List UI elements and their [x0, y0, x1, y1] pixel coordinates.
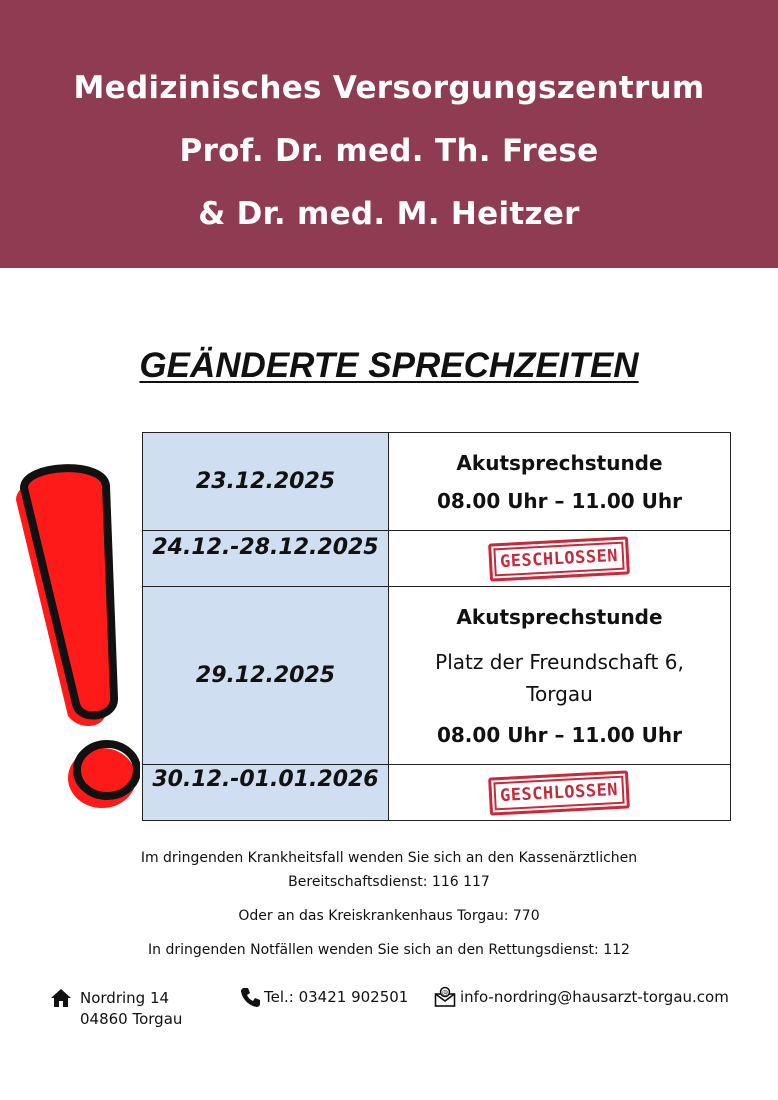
phone-number: Tel.: 03421 902501	[264, 988, 409, 1006]
table-row	[143, 587, 731, 765]
closed-stamp: GESCHLOSSEN	[489, 536, 631, 581]
date-cell: 24.12.-28.12.2025	[143, 531, 389, 587]
consultation-address-1: Platz der Freundschaft 6,	[435, 649, 684, 674]
phone-icon	[240, 986, 262, 1008]
date-cell: 23.12.2025	[143, 433, 389, 531]
header-line-1: Medizinisches Versorgungszentrum	[73, 70, 705, 106]
header-banner	[0, 0, 778, 268]
header-line-3: & Dr. med. M. Heitzer	[198, 196, 580, 232]
info-cell	[389, 765, 731, 821]
note-line-2: Bereitschaftsdienst: 116 117	[288, 874, 490, 890]
table-row	[143, 531, 731, 587]
exclamation-mark-graphic	[10, 460, 140, 820]
home-icon	[50, 988, 72, 1008]
consultation-time: 08.00 Uhr – 11.00 Uhr	[436, 722, 683, 747]
info-cell	[389, 433, 731, 531]
schedule-table	[142, 432, 731, 821]
address-line-2: 04860 Torgau	[80, 1010, 183, 1028]
consultation-heading: Akutsprechstunde	[456, 450, 663, 475]
note-line-1: Im dringenden Krankheitsfall wenden Sie sich an den Kassenärztlichen	[140, 850, 638, 866]
header-line-2: Prof. Dr. med. Th. Frese	[179, 133, 599, 169]
note-line-4: In dringenden Notfällen wenden Sie sich an den Rettungsdienst: 112	[148, 942, 630, 958]
svg-text:@: @	[441, 988, 449, 997]
note-line-3: Oder an das Kreiskrankenhaus Torgau: 770	[238, 908, 540, 924]
closed-stamp: GESCHLOSSEN	[489, 770, 631, 815]
email-address[interactable]: info-nordring@hausarzt-torgau.com	[460, 988, 729, 1006]
mail-icon	[434, 986, 456, 1008]
page-title: GEÄNDERTE SPRECHZEITEN	[139, 346, 639, 385]
date-cell: 29.12.2025	[143, 587, 389, 765]
info-cell	[389, 587, 731, 765]
address-line-1: Nordring 14	[80, 989, 170, 1007]
consultation-address-2: Torgau	[526, 681, 593, 706]
table-row	[143, 433, 731, 531]
page-title-wrap	[0, 346, 778, 386]
consultation-heading: Akutsprechstunde	[456, 604, 663, 629]
consultation-time: 08.00 Uhr – 11.00 Uhr	[436, 488, 683, 513]
date-cell: 30.12.-01.01.2026	[143, 765, 389, 821]
table-row	[143, 765, 731, 821]
info-cell	[389, 531, 731, 587]
emergency-notes	[100, 846, 678, 972]
